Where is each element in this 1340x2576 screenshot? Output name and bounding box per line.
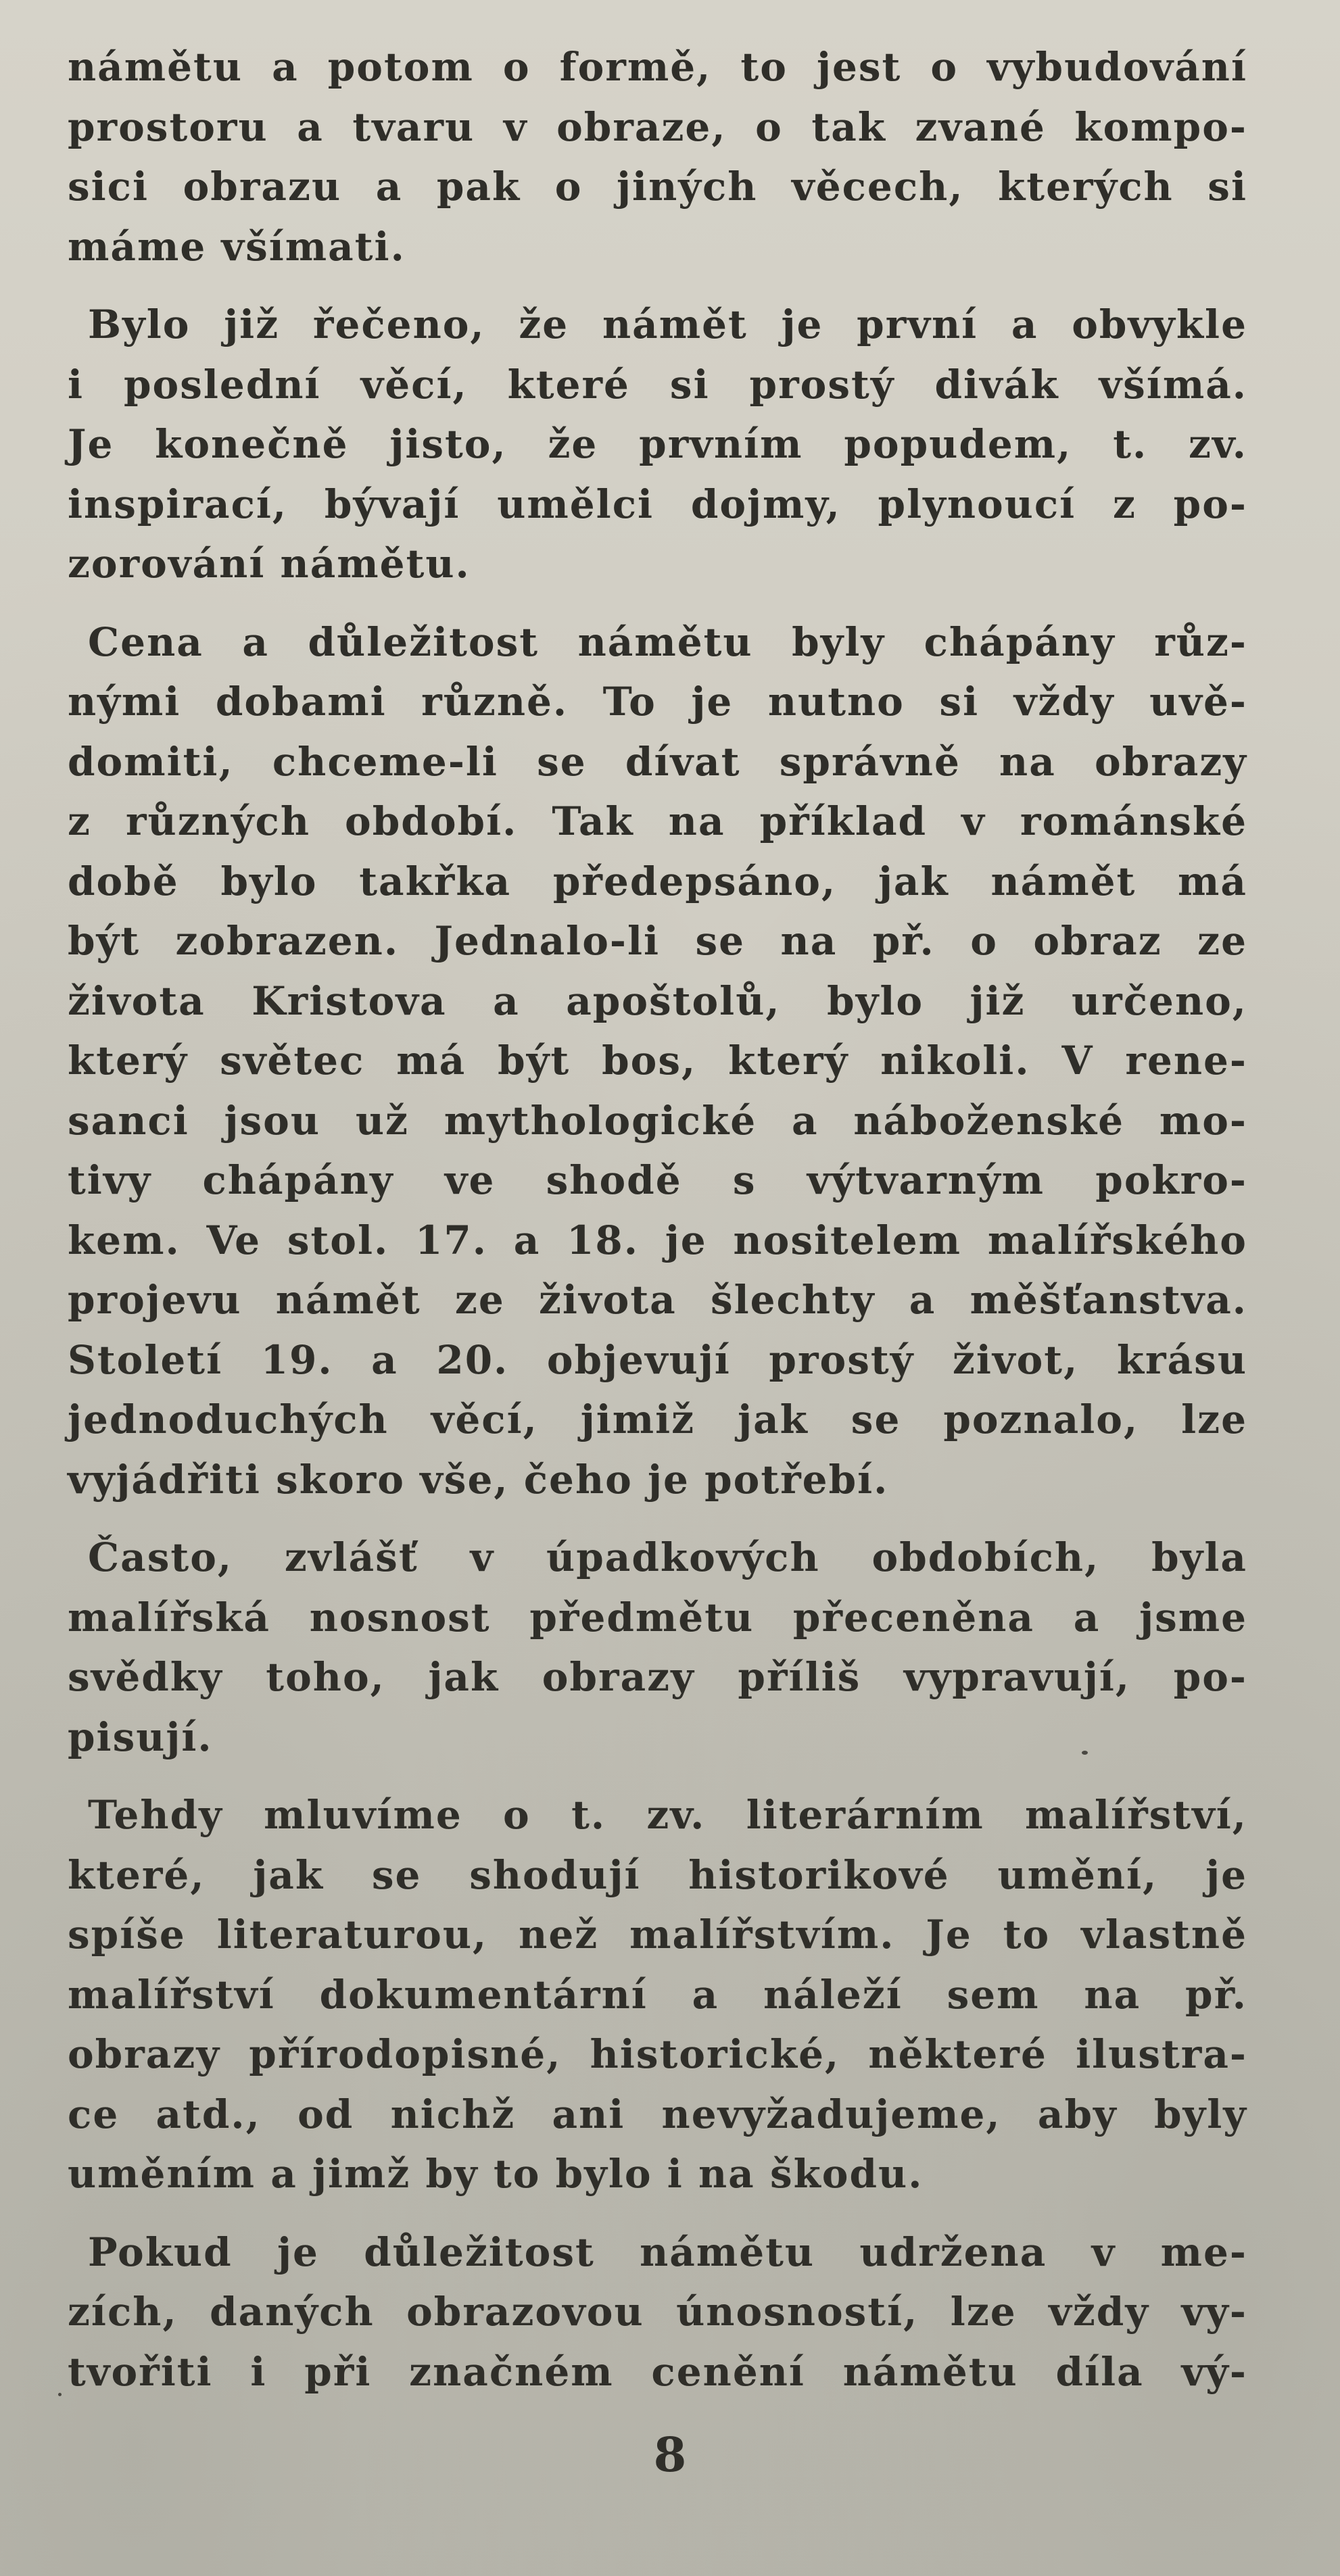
text-line: sici obrazu a pak o jiných věcech, kterých si (68, 164, 1247, 210)
text-line: projevu námět ze života šlechty a měšťanstva. (68, 1277, 1247, 1323)
paragraph-4 (68, 1528, 1247, 1767)
paragraph-2 (68, 295, 1247, 594)
ink-speck (58, 2393, 62, 2396)
text-line: inspirací, bývají umělci dojmy, plynoucí z po- (68, 481, 1247, 527)
text-line: z různých období. Tak na příklad v románské (68, 798, 1247, 844)
text-line: máme všímati. (68, 223, 406, 270)
text-line: Pokud je důležitost námětu udržena v me- (88, 2229, 1247, 2275)
text-line: spíše literaturou, než malířstvím. Je to vlastně (68, 1912, 1247, 1958)
text-line: Bylo již řečeno, že námět je první a obvykle (88, 301, 1247, 347)
text-line: prostoru a tvaru v obraze, o tak zvané kompo- (68, 103, 1247, 150)
text-line: jednoduchých věcí, jimiž jak se poznalo, lze (68, 1396, 1247, 1442)
paragraph-1 (68, 37, 1247, 276)
ink-speck (1082, 1751, 1088, 1755)
text-line: ce atd., od nichž ani nevyžadujeme, aby byly (68, 2091, 1247, 2137)
text-line: Je konečně jisto, že prvním popudem, t. zv. (68, 421, 1247, 467)
text-line: uměním a jimž by to bylo i na škodu. (68, 2151, 924, 2197)
text-line: Cena a důležitost námětu byly chápány růz- (88, 618, 1247, 665)
text-line: tivy chápány ve shodě s výtvarným pokro- (68, 1157, 1247, 1203)
text-line: svědky toho, jak obrazy příliš vypravují, po- (68, 1654, 1247, 1700)
text-line: být zobrazen. Jednalo-li se na př. o obraz ze (68, 918, 1247, 964)
text-line: Často, zvlášť v úpadkových obdobích, byla (88, 1534, 1247, 1580)
text-line: i poslední věcí, které si prostý divák všímá. (68, 361, 1247, 408)
text-line: námětu a potom o formě, to jest o vybudování (68, 44, 1247, 90)
text-line: zorování námětu. (68, 541, 471, 587)
text-line: kem. Ve stol. 17. a 18. je nositelem malířského (68, 1217, 1247, 1263)
text-line: malířství dokumentární a náleží sem na př. (68, 1971, 1247, 2018)
page-number: 8 (653, 2427, 687, 2483)
text-line: nými dobami různě. To je nutno si vždy uvě- (68, 679, 1247, 725)
text-line: obrazy přírodopisné, historické, některé ilustra- (68, 2031, 1247, 2077)
text-line: vyjádřiti skoro vše, čeho je potřebí. (68, 1456, 889, 1503)
text-line: Století 19. a 20. objevují prostý život, krásu (68, 1336, 1247, 1383)
text-line: pisují. (68, 1714, 213, 1760)
text-line: domiti, chceme-li se dívat správně na obrazy (68, 738, 1247, 785)
text-line: době bylo takřka předepsáno, jak námět má (68, 858, 1247, 904)
text-line: Tehdy mluvíme o t. zv. literárním malířství, (88, 1792, 1247, 1838)
text-line: sanci jsou už mythologické a náboženské mo- (68, 1097, 1247, 1144)
text-line: života Kristova a apoštolů, bylo již určeno, (68, 977, 1247, 1024)
paragraph-3 (68, 612, 1247, 1510)
paragraph-5 (68, 1785, 1247, 2204)
text-line: malířská nosnost předmětu přeceněna a jsme (68, 1594, 1247, 1641)
text-line: který světec má být bos, který nikoli. V rene- (68, 1038, 1247, 1084)
text-line: zích, daných obrazovou únosností, lze vždy vy- (68, 2289, 1247, 2335)
text-line: které, jak se shodují historikové umění, je (68, 1851, 1247, 1898)
body-text (68, 37, 1247, 2420)
paragraph-6 (68, 2222, 1247, 2402)
text-line: tvořiti i při značném cenění námětu díla vý- (68, 2348, 1247, 2395)
